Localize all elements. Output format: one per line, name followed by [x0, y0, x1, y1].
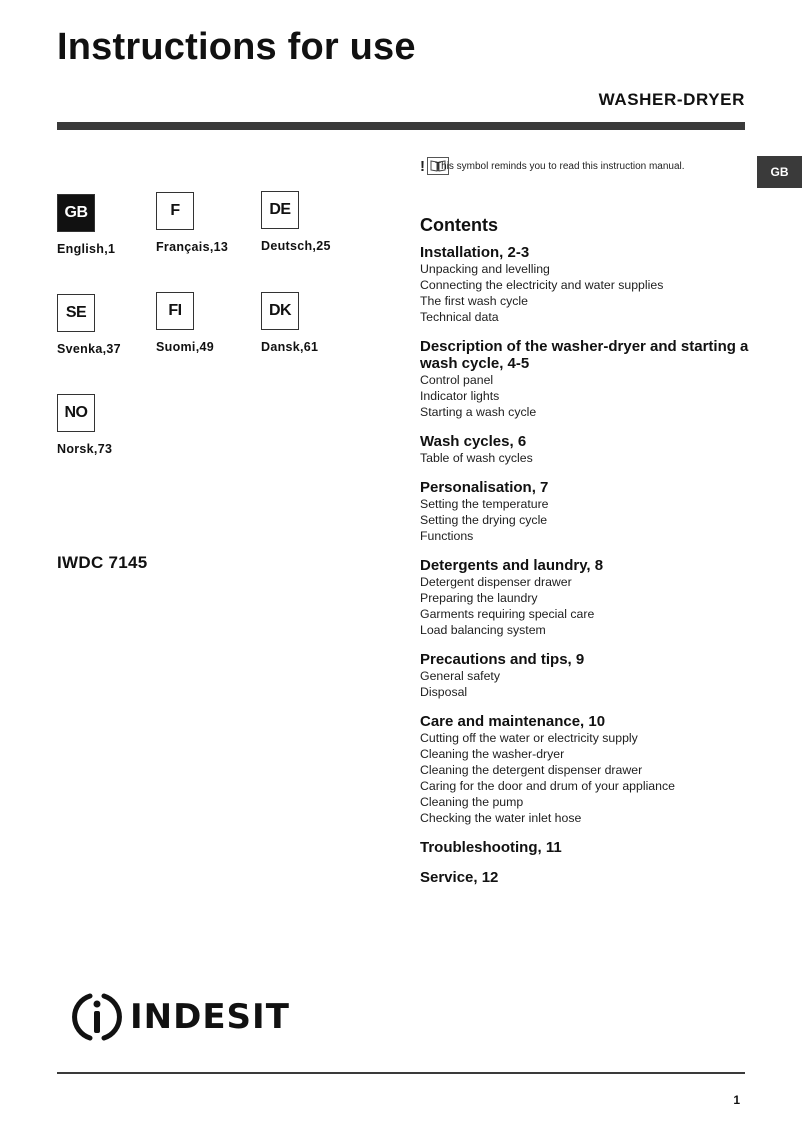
language-code-box: F [156, 192, 194, 230]
contents-section [420, 713, 750, 826]
language-item-gb[interactable] [57, 194, 167, 256]
section-item[interactable]: Load balancing system [420, 623, 546, 637]
section-item[interactable]: Disposal [420, 685, 468, 699]
language-label: Suomi,49 [156, 340, 214, 354]
section-item[interactable]: Setting the drying cycle [420, 513, 548, 527]
section-item[interactable]: Checking the water inlet hose [420, 811, 582, 825]
section-title[interactable]: Personalisation, 7 [420, 479, 549, 496]
contents-section [420, 557, 750, 638]
model-number: IWDC 7145 [57, 553, 148, 572]
section-item[interactable]: Setting the temperature [420, 497, 549, 511]
language-code-box: FI [156, 292, 194, 330]
page-title: Instructions for use [57, 26, 416, 68]
brand-logo [70, 990, 290, 1044]
section-title[interactable]: Troubleshooting, 11 [420, 839, 562, 856]
section-title[interactable]: Installation, 2-3 [420, 244, 530, 261]
manual-notice [420, 157, 685, 175]
language-item-no[interactable] [57, 394, 167, 456]
section-item[interactable]: Starting a wash cycle [420, 405, 537, 419]
contents-section [420, 869, 750, 886]
section-item[interactable]: Technical data [420, 310, 499, 324]
language-label: Dansk,61 [261, 340, 319, 354]
language-code-box: DE [261, 191, 299, 229]
section-title[interactable]: Wash cycles, 6 [420, 433, 527, 450]
indesit-i-icon [70, 990, 124, 1044]
section-item[interactable]: Preparing the laundry [420, 591, 538, 605]
section-item[interactable]: General safety [420, 669, 500, 683]
contents-section [420, 651, 750, 700]
section-item[interactable]: Connecting the electricity and water supplies [420, 278, 664, 292]
page-number: 1 [733, 1093, 740, 1107]
warning-mark: ! [420, 157, 425, 175]
brand-wordmark: INDESIT [130, 997, 290, 1037]
section-item[interactable]: Cleaning the washer-dryer [420, 747, 565, 761]
language-label: Svenka,37 [57, 342, 121, 356]
product-type: WASHER-DRYER [598, 90, 745, 109]
language-code-box: NO [57, 394, 95, 432]
footer-divider [57, 1072, 745, 1074]
table-of-contents [420, 215, 750, 899]
section-title[interactable]: Precautions and tips, 9 [420, 651, 585, 668]
language-code-box: SE [57, 294, 95, 332]
section-item[interactable]: Table of wash cycles [420, 451, 533, 465]
section-item[interactable]: Cutting off the water or electricity supply [420, 731, 638, 745]
contents-section [420, 244, 750, 325]
section-item[interactable]: Detergent dispenser drawer [420, 575, 572, 589]
language-item-dk[interactable] [261, 292, 371, 354]
contents-heading: Contents [420, 215, 498, 235]
language-label: Norsk,73 [57, 442, 113, 456]
contents-section [420, 338, 750, 420]
section-item[interactable]: Garments requiring special care [420, 607, 595, 621]
section-item[interactable]: Unpacking and levelling [420, 262, 550, 276]
language-code-box: DK [261, 292, 299, 330]
contents-section [420, 839, 750, 856]
contents-section [420, 433, 750, 466]
language-label: Français,13 [156, 240, 229, 254]
section-item[interactable]: Indicator lights [420, 389, 500, 403]
language-label: Deutsch,25 [261, 239, 331, 253]
section-item[interactable]: Cleaning the detergent dispenser drawer [420, 763, 643, 777]
notice-text: This symbol reminds you to read this instruction manual. [435, 160, 685, 172]
section-title[interactable]: Service, 12 [420, 869, 499, 886]
header-divider [57, 122, 745, 130]
language-item-de[interactable] [261, 191, 371, 253]
language-code-box: GB [57, 194, 95, 232]
section-item[interactable]: The first wash cycle [420, 294, 528, 308]
section-item[interactable]: Functions [420, 529, 474, 543]
contents-section [420, 479, 750, 544]
section-item[interactable]: Caring for the door and drum of your appliance [420, 779, 675, 793]
language-side-tab: GB [757, 156, 802, 188]
contents-sections [420, 244, 750, 886]
section-title[interactable]: Detergents and laundry, 8 [420, 557, 604, 574]
section-title[interactable]: Care and maintenance, 10 [420, 713, 606, 730]
language-item-se[interactable] [57, 294, 167, 356]
language-label: English,1 [57, 242, 116, 256]
section-item[interactable]: Cleaning the pump [420, 795, 524, 809]
language-item-f[interactable] [156, 192, 266, 254]
section-title[interactable]: Description of the washer-dryer and starting a wash cycle, 4-5 [420, 338, 749, 372]
section-item[interactable]: Control panel [420, 373, 494, 387]
language-item-fi[interactable] [156, 292, 266, 354]
